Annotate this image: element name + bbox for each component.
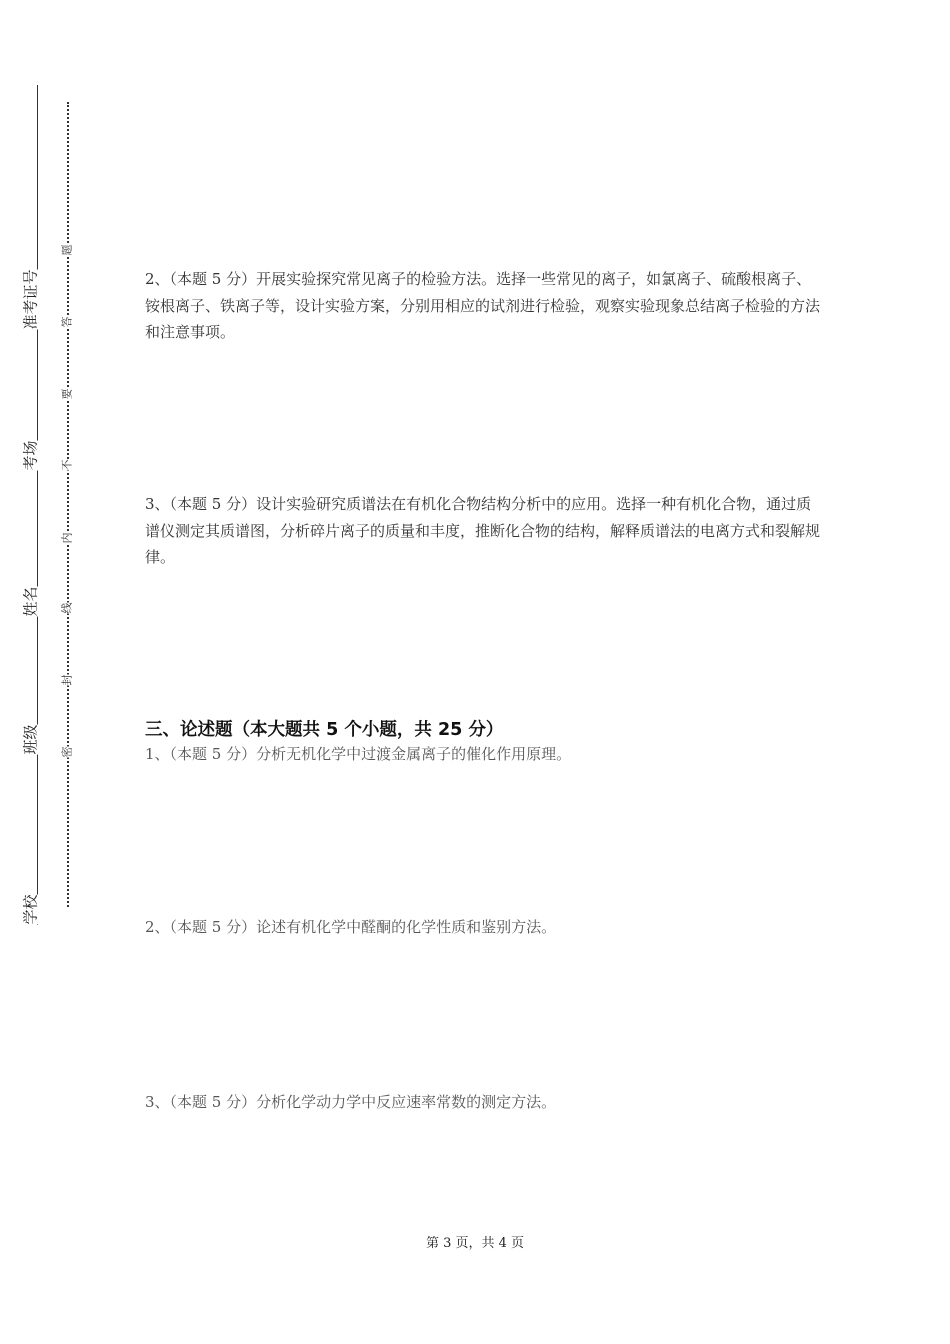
question-3-3: 3、（本题 5 分）分析化学动力学中反应速率常数的测定方法。 bbox=[145, 1093, 557, 1111]
name-label: 姓名 bbox=[21, 586, 40, 617]
seal-char: 要 bbox=[60, 388, 74, 400]
binding-solid-line bbox=[37, 85, 38, 925]
exam-room-label: 考场 bbox=[21, 440, 40, 471]
seal-char: 封 bbox=[60, 674, 74, 686]
page-footer: 第 3 页，共 4 页 bbox=[425, 1236, 525, 1251]
seal-char: 内 bbox=[60, 532, 74, 544]
school-label: 学校 bbox=[21, 894, 40, 925]
binding-margin bbox=[0, 0, 110, 1344]
question-2-3: 3、（本题 5 分）设计实验研究质谱法在有机化合物结构分析中的应用。选择一种有机化合物，通过质谱仪测定其质谱图，分析碎片离子的质量和丰度，推断化合物的结构，解释质谱法的电离方式和裂解规律。 bbox=[145, 495, 821, 566]
class-label: 班级 bbox=[21, 724, 40, 755]
seal-char: 题 bbox=[60, 244, 74, 256]
question-3-1: 1、（本题 5 分）分析无机化学中过渡金属离子的催化作用原理。 bbox=[145, 745, 572, 763]
question-3-2: 2、（本题 5 分）论述有机化学中醛酮的化学性质和鉴别方法。 bbox=[145, 918, 557, 936]
seal-char: 线 bbox=[60, 602, 74, 614]
question-2-2: 2、（本题 5 分）开展实验探究常见离子的检验方法。选择一些常见的离子，如氯离子、硫酸根离子、铵根离子、铁离子等，设计实验方案，分别用相应的试剂进行检验，观察实验现象总结离子检验的方法和注意事项。 bbox=[145, 270, 821, 341]
seal-char: 答 bbox=[60, 316, 74, 328]
exam-id-label: 准考证号 bbox=[21, 269, 40, 330]
seal-char: 密 bbox=[60, 746, 74, 758]
seal-char: 不 bbox=[60, 459, 74, 471]
section-3-title: 三、论述题（本大题共 5 个小题，共 25 分） bbox=[145, 720, 504, 740]
binding-dotted-line bbox=[67, 102, 69, 907]
